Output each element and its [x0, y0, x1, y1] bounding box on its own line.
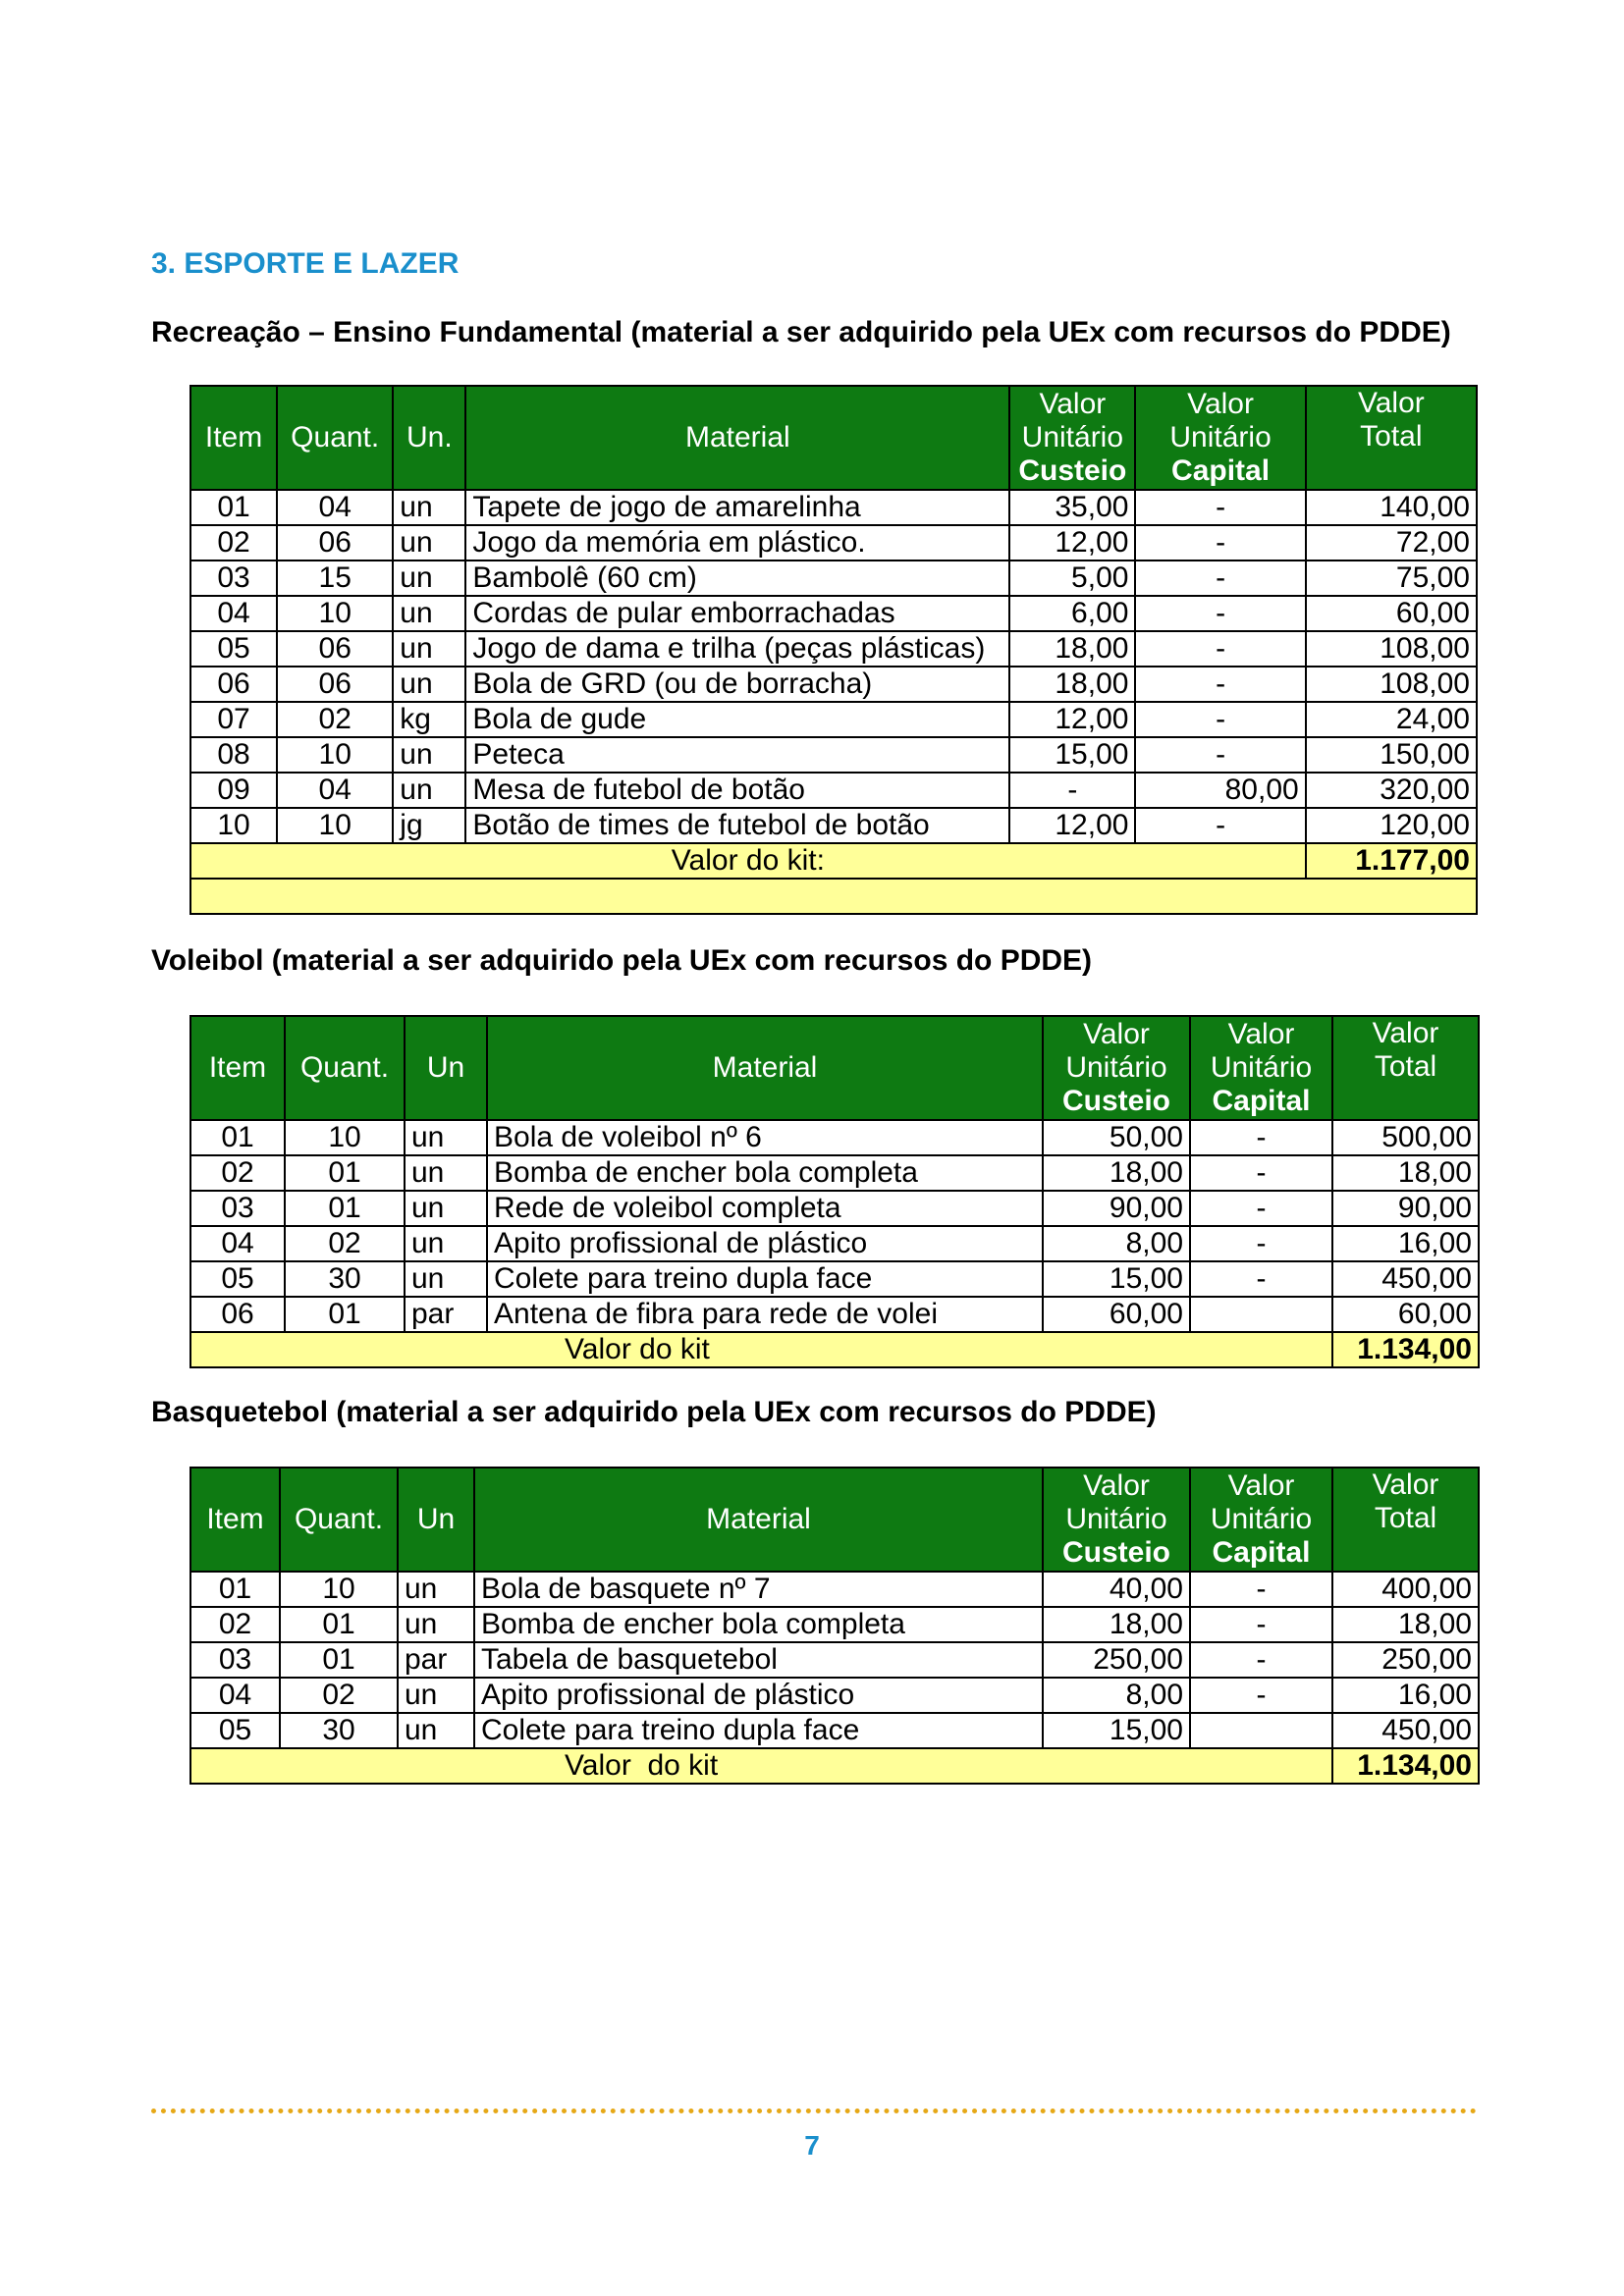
- basquetebol-subtitle: Basquetebol (material a ser adquirido pela UEx com recursos do PDDE): [151, 1396, 1157, 1428]
- cell-material: Jogo de dama e trilha (peças plásticas): [465, 631, 1009, 667]
- total-value: 1.177,00: [1306, 843, 1477, 879]
- header-un: Un.: [393, 386, 465, 490]
- cell-valor-total: 18,00: [1332, 1155, 1479, 1191]
- cell-item: 03: [190, 1642, 280, 1678]
- basquetebol-table: [189, 1467, 1480, 1785]
- cell-un: un: [405, 1155, 487, 1191]
- cell-valor-capital: -: [1135, 702, 1305, 737]
- cell-valor-custeio: 18,00: [1009, 667, 1135, 702]
- cell-valor-total: 18,00: [1332, 1607, 1479, 1642]
- cell-item: 06: [190, 667, 277, 702]
- cell-item: 04: [190, 596, 277, 631]
- footer-divider: [151, 2109, 1477, 2113]
- cell-valor-total: 140,00: [1306, 490, 1477, 525]
- table-row: [190, 525, 1477, 561]
- table-row: [190, 1261, 1479, 1297]
- cell-material: Jogo da memória em plástico.: [465, 525, 1009, 561]
- header-valor-custeio: Valor Unitário Custeio: [1043, 1468, 1190, 1572]
- cell-item: 02: [190, 1607, 280, 1642]
- table-row: [190, 631, 1477, 667]
- cell-valor-custeio: 5,00: [1009, 561, 1135, 596]
- cell-valor-custeio: -: [1009, 773, 1135, 808]
- cell-valor-total: 400,00: [1332, 1572, 1479, 1607]
- table-row: [190, 561, 1477, 596]
- cell-valor-custeio: 15,00: [1009, 737, 1135, 773]
- table-row: [190, 1642, 1479, 1678]
- cell-valor-custeio: 12,00: [1009, 702, 1135, 737]
- cell-un: un: [393, 490, 465, 525]
- cell-quant: 15: [277, 561, 393, 596]
- header-item: Item: [190, 1016, 285, 1120]
- cell-valor-capital: 80,00: [1135, 773, 1305, 808]
- recreacao-blank-row: [190, 879, 1477, 914]
- cell-valor-custeio: 18,00: [1043, 1155, 1190, 1191]
- voleibol-body: [190, 1120, 1479, 1332]
- basquetebol-body: [190, 1572, 1479, 1748]
- cell-quant: 04: [277, 773, 393, 808]
- cell-un: un: [398, 1572, 474, 1607]
- total-value: 1.134,00: [1332, 1332, 1479, 1367]
- header-quant: Quant.: [277, 386, 393, 490]
- cell-valor-capital: -: [1190, 1120, 1332, 1155]
- cell-material: Apito profissional de plástico: [487, 1226, 1043, 1261]
- cell-un: jg: [393, 808, 465, 843]
- header-quant: Quant.: [285, 1016, 405, 1120]
- cell-valor-capital: -: [1190, 1607, 1332, 1642]
- cell-valor-custeio: 15,00: [1043, 1261, 1190, 1297]
- header-valor-capital: Valor Unitário Capital: [1190, 1468, 1332, 1572]
- cell-un: un: [393, 561, 465, 596]
- table-row: [190, 1572, 1479, 1607]
- cell-material: Antena de fibra para rede de volei: [487, 1297, 1043, 1332]
- table-row: [190, 773, 1477, 808]
- cell-quant: 10: [285, 1120, 405, 1155]
- cell-valor-capital: -: [1135, 490, 1305, 525]
- cell-item: 06: [190, 1297, 285, 1332]
- header-item: Item: [190, 1468, 280, 1572]
- cell-valor-custeio: 60,00: [1043, 1297, 1190, 1332]
- cell-valor-capital: -: [1190, 1678, 1332, 1713]
- cell-valor-total: 108,00: [1306, 631, 1477, 667]
- cell-material: Bola de voleibol nº 6: [487, 1120, 1043, 1155]
- total-label: Valor do kit:: [190, 843, 1306, 879]
- header-valor-total: Valor Total: [1306, 386, 1477, 490]
- cell-item: 09: [190, 773, 277, 808]
- table-row: [190, 490, 1477, 525]
- cell-material: Colete para treino dupla face: [487, 1261, 1043, 1297]
- cell-quant: 30: [280, 1713, 398, 1748]
- cell-valor-total: 90,00: [1332, 1191, 1479, 1226]
- table-row: [190, 596, 1477, 631]
- header-valor-capital: Valor Unitário Capital: [1190, 1016, 1332, 1120]
- header-un: Un: [405, 1016, 487, 1120]
- cell-valor-capital: -: [1190, 1226, 1332, 1261]
- cell-quant: 10: [280, 1572, 398, 1607]
- cell-un: un: [405, 1191, 487, 1226]
- cell-quant: 06: [277, 631, 393, 667]
- cell-quant: 04: [277, 490, 393, 525]
- recreacao-table: [189, 385, 1478, 915]
- table-row: [190, 1120, 1479, 1155]
- cell-quant: 10: [277, 596, 393, 631]
- voleibol-table: [189, 1015, 1480, 1368]
- table-row: [190, 667, 1477, 702]
- cell-item: 03: [190, 561, 277, 596]
- recreacao-header: [190, 386, 1477, 490]
- recreacao-subtitle: Recreação – Ensino Fundamental (material a ser adquirido pela UEx com recursos do PDDE): [151, 316, 1451, 348]
- cell-item: 08: [190, 737, 277, 773]
- header-item: Item: [190, 386, 277, 490]
- cell-valor-total: 60,00: [1332, 1297, 1479, 1332]
- cell-valor-capital: -: [1190, 1155, 1332, 1191]
- table-row: [190, 1678, 1479, 1713]
- cell-valor-custeio: 18,00: [1009, 631, 1135, 667]
- cell-valor-total: 150,00: [1306, 737, 1477, 773]
- cell-quant: 10: [277, 808, 393, 843]
- cell-valor-custeio: 18,00: [1043, 1607, 1190, 1642]
- cell-material: Rede de voleibol completa: [487, 1191, 1043, 1226]
- voleibol-subtitle: Voleibol (material a ser adquirido pela UEx com recursos do PDDE): [151, 944, 1093, 977]
- cell-material: Mesa de futebol de botão: [465, 773, 1009, 808]
- cell-item: 03: [190, 1191, 285, 1226]
- basquetebol-header: [190, 1468, 1479, 1572]
- cell-valor-total: 450,00: [1332, 1713, 1479, 1748]
- cell-un: un: [405, 1226, 487, 1261]
- cell-valor-total: 16,00: [1332, 1678, 1479, 1713]
- cell-valor-custeio: 250,00: [1043, 1642, 1190, 1678]
- header-valor-custeio: Valor Unitário Custeio: [1009, 386, 1135, 490]
- table-row: [190, 1607, 1479, 1642]
- cell-material: Cordas de pular emborrachadas: [465, 596, 1009, 631]
- cell-un: kg: [393, 702, 465, 737]
- cell-item: 02: [190, 1155, 285, 1191]
- header-material: Material: [487, 1016, 1043, 1120]
- cell-un: par: [398, 1642, 474, 1678]
- cell-valor-capital: -: [1135, 525, 1305, 561]
- voleibol-total-row: [190, 1332, 1479, 1367]
- cell-material: Bomba de encher bola completa: [487, 1155, 1043, 1191]
- cell-valor-total: 450,00: [1332, 1261, 1479, 1297]
- cell-item: 04: [190, 1678, 280, 1713]
- header-material: Material: [465, 386, 1009, 490]
- cell-item: 04: [190, 1226, 285, 1261]
- recreacao-total-row: [190, 843, 1477, 879]
- voleibol-header: [190, 1016, 1479, 1120]
- cell-valor-total: 108,00: [1306, 667, 1477, 702]
- cell-valor-capital: -: [1190, 1191, 1332, 1226]
- cell-valor-total: 250,00: [1332, 1642, 1479, 1678]
- cell-material: Bola de GRD (ou de borracha): [465, 667, 1009, 702]
- cell-quant: 01: [285, 1191, 405, 1226]
- cell-un: un: [393, 525, 465, 561]
- cell-material: Apito profissional de plástico: [474, 1678, 1043, 1713]
- cell-valor-custeio: 90,00: [1043, 1191, 1190, 1226]
- cell-valor-total: 16,00: [1332, 1226, 1479, 1261]
- recreacao-body: [190, 490, 1477, 843]
- page-number: 7: [804, 2130, 820, 2161]
- cell-valor-total: 320,00: [1306, 773, 1477, 808]
- cell-valor-capital: -: [1135, 808, 1305, 843]
- cell-quant: 06: [277, 667, 393, 702]
- cell-valor-custeio: 6,00: [1009, 596, 1135, 631]
- table-row: [190, 1713, 1479, 1748]
- header-quant: Quant.: [280, 1468, 398, 1572]
- cell-un: un: [393, 773, 465, 808]
- table-row: [190, 1226, 1479, 1261]
- table-row: [190, 737, 1477, 773]
- table-row: [190, 808, 1477, 843]
- cell-item: 01: [190, 1120, 285, 1155]
- cell-valor-custeio: 12,00: [1009, 808, 1135, 843]
- cell-valor-total: 75,00: [1306, 561, 1477, 596]
- section-title: 3. ESPORTE E LAZER: [151, 247, 460, 280]
- cell-un: un: [393, 667, 465, 702]
- cell-material: Bomba de encher bola completa: [474, 1607, 1043, 1642]
- cell-quant: 01: [280, 1642, 398, 1678]
- cell-material: Botão de times de futebol de botão: [465, 808, 1009, 843]
- table-row: [190, 1297, 1479, 1332]
- cell-valor-total: 60,00: [1306, 596, 1477, 631]
- cell-material: Tapete de jogo de amarelinha: [465, 490, 1009, 525]
- cell-valor-custeio: 50,00: [1043, 1120, 1190, 1155]
- cell-valor-custeio: 8,00: [1043, 1226, 1190, 1261]
- cell-material: Bola de gude: [465, 702, 1009, 737]
- cell-item: 05: [190, 631, 277, 667]
- cell-quant: 06: [277, 525, 393, 561]
- cell-valor-capital: -: [1135, 667, 1305, 702]
- blank-cell: [190, 879, 1477, 914]
- cell-valor-total: 500,00: [1332, 1120, 1479, 1155]
- cell-item: 02: [190, 525, 277, 561]
- cell-valor-capital: -: [1190, 1642, 1332, 1678]
- cell-valor-capital: -: [1135, 631, 1305, 667]
- table-row: [190, 1155, 1479, 1191]
- cell-quant: 01: [285, 1297, 405, 1332]
- cell-un: un: [393, 737, 465, 773]
- cell-valor-total: 120,00: [1306, 808, 1477, 843]
- cell-material: Peteca: [465, 737, 1009, 773]
- total-label: Valor do kit: [190, 1748, 1332, 1784]
- cell-valor-custeio: 15,00: [1043, 1713, 1190, 1748]
- header-valor-custeio: Valor Unitário Custeio: [1043, 1016, 1190, 1120]
- cell-material: Bola de basquete nº 7: [474, 1572, 1043, 1607]
- header-un: Un: [398, 1468, 474, 1572]
- cell-valor-capital: [1190, 1713, 1332, 1748]
- table-row: [190, 702, 1477, 737]
- cell-valor-capital: -: [1190, 1261, 1332, 1297]
- cell-quant: 30: [285, 1261, 405, 1297]
- cell-quant: 02: [277, 702, 393, 737]
- cell-valor-custeio: 12,00: [1009, 525, 1135, 561]
- header-valor-capital: Valor Unitário Capital: [1135, 386, 1305, 490]
- cell-valor-custeio: 35,00: [1009, 490, 1135, 525]
- cell-un: un: [398, 1607, 474, 1642]
- cell-valor-capital: -: [1135, 737, 1305, 773]
- cell-item: 07: [190, 702, 277, 737]
- cell-item: 05: [190, 1261, 285, 1297]
- cell-un: un: [393, 596, 465, 631]
- cell-material: Tabela de basquetebol: [474, 1642, 1043, 1678]
- cell-item: 05: [190, 1713, 280, 1748]
- table-row: [190, 1191, 1479, 1226]
- cell-quant: 02: [285, 1226, 405, 1261]
- cell-un: un: [398, 1678, 474, 1713]
- cell-item: 10: [190, 808, 277, 843]
- cell-valor-capital: -: [1135, 596, 1305, 631]
- cell-valor-capital: -: [1135, 561, 1305, 596]
- cell-un: un: [405, 1120, 487, 1155]
- cell-valor-capital: -: [1190, 1572, 1332, 1607]
- cell-valor-capital: [1190, 1297, 1332, 1332]
- cell-quant: 02: [280, 1678, 398, 1713]
- cell-item: 01: [190, 490, 277, 525]
- total-value: 1.134,00: [1332, 1748, 1479, 1784]
- cell-valor-total: 72,00: [1306, 525, 1477, 561]
- basquetebol-total-row: [190, 1748, 1479, 1784]
- header-material: Material: [474, 1468, 1043, 1572]
- cell-un: un: [393, 631, 465, 667]
- cell-quant: 01: [285, 1155, 405, 1191]
- cell-un: par: [405, 1297, 487, 1332]
- cell-item: 01: [190, 1572, 280, 1607]
- cell-material: Bambolê (60 cm): [465, 561, 1009, 596]
- cell-valor-custeio: 40,00: [1043, 1572, 1190, 1607]
- header-valor-total: Valor Total: [1332, 1016, 1479, 1120]
- cell-material: Colete para treino dupla face: [474, 1713, 1043, 1748]
- cell-un: un: [398, 1713, 474, 1748]
- cell-quant: 10: [277, 737, 393, 773]
- cell-valor-total: 24,00: [1306, 702, 1477, 737]
- total-label: Valor do kit: [190, 1332, 1332, 1367]
- header-valor-total: Valor Total: [1332, 1468, 1479, 1572]
- cell-un: un: [405, 1261, 487, 1297]
- cell-quant: 01: [280, 1607, 398, 1642]
- cell-valor-custeio: 8,00: [1043, 1678, 1190, 1713]
